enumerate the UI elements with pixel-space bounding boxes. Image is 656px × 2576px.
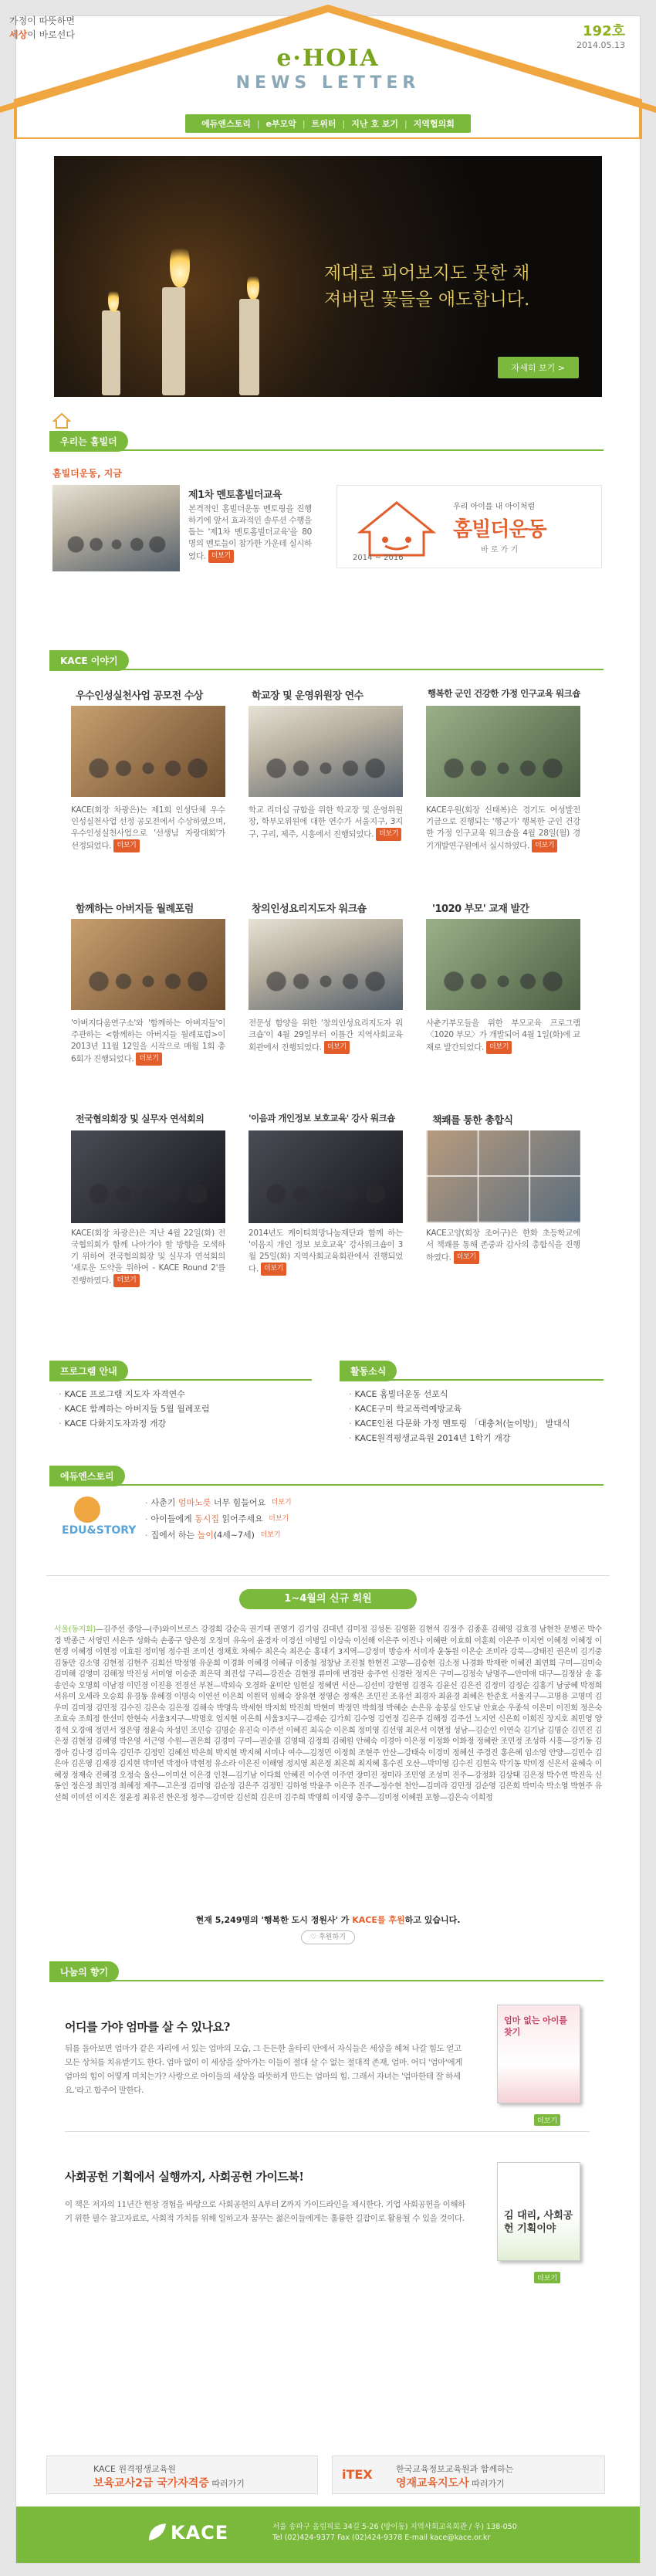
hero-banner[interactable] [54,156,602,397]
card-more[interactable]: 더보기 [113,839,139,852]
home-builder-years: 2014 ~ 2016 [353,554,404,562]
member-count-text: 현재 5,249명의 '행복한 도시 정원사' 가 KACE를 후원하고 있습니다. [195,1915,461,1925]
footer-logo[interactable]: KACE [171,2522,229,2544]
card-photo [426,1130,580,1223]
card-text: KACE(회장 차광은)는 제1회 인성단체 우수인성실천사업 선정 공모전에서 수상하였으며, 우수인성실천사업으로 '선생님 자랑대회'가 선정되었다. 더보기 [71,805,225,852]
header-slogan: 가정이 따뜻하면 세상이 바로선다 [9,15,75,40]
new-members-list: 서울(동지회)—김주선 중앙—(주)와이브로스 강경희 강순옥 권기태 권영기 김기임 김대년 김미정 김성돈 김영환 김현석 김정주 김종훈 김해영 김효경 남현찬 문병곤 박수경 박종근 서영민 서은주 성화숙 손종구 양은정 오정미 유옥이 윤경자 이경선 이병일 이상숙 이선해 이은주 이진나 이혜란 이효희 이훈희 이은주 이지연 이혜정 이혜정 이현경 이혜정 이현정 이효원 정미영 정수원 조미선 정채호 차혜수 최은숙 최은순 홍대기 3지역—강정미 방승자 서미자 윤동원 이은순 조미라 강북—강태진 권은미 김기중 김동만 김소영 김현정 김현주 김희선 박정영 유운희 이경화 이혜경 이혜규 이종철 정창남 조진철 한현진 고양—김승현 김소정 나경화 박재란 이혜진 최연희 구미—김미숙 김미해 김영미 김해정 박진성 서미영 이승준 최은덕 최진섭 구리—강진순 김현정 류미애 변경란 송주연 신경란 정지은 구미—김정숙 남명주—안미애 대구—김정삼 송 홍 송인숙 오명희 이남경 이민경 이진용 전경선 부천—박외숙 오경화 윤미란 임현실 정혜연 서산—김선미 강현영 김경옥 김윤신 김은진 김정미 김정순 김홍기 남궁혜 박정희 서유미 오세라 오승희 유경동 유혜경 이명숙 이연선 이은희 이원덕 임해숙 장유현 정영순 정재은 조민진 조유선 최경자 최윤경 최혜은 한준호 서울지구—고명용 고명미 김우미 김미정 김민정 김수진 김은숙 김은정 김해숙 박명옥 박세현 박지희 박진희 박현미 박정민 박희정 박혜순 손은유 송봉실 안도남 안효순 우종석 이은미 이진희 정은숙 조효숙 조희정 한선미 한현숙 서울3지구—박명호 엄지현 이은희 서울3지구—김재순 김가희 김수영 김연정 김은주 김해정 김주선 노지연 신은희 이희진 장지호 최민영 양경석 오경애 정민서 정은영 정윤숙 차성민 조민승 김명순 유진숙 이주선 이혜진 최옥순 이은희 정미영 김선영 최은서 이현정 성남—김순인 이연숙 김기남 김명순 김민진 김은정 김현정 김혜영 박은영 서근영 수원—권은희 김경미 구미—권순필 김영태 김정희 김혜원 안혜숙 이경아 이은정 이정화 이화정 정혜란 조민정 조성하 시흥—강기동 김경아 김나경 김미옥 김민주 김정민 김혜선 박은희 박지현 박지혜 서미나 여수—김정민 이정희 조현주 안산—강태숙 이경미 정혜선 주경진 홍은혜 임소영 안양—김민수 김은아 김은영 김재경 김지현 박미연 박정아 박현정 유소라 이은진 이해영 정지영 최은정 최은희 최지혜 홍수진 오산—박미영 김수진 김현옥 박기동 박미정 신은서 윤혜숙 이혜정 정재숙 진혜경 오정숙 울산—이미선 이은경 인천—김기남 이다희 안혜진 이수연 이주연 장미진 정미라 조민영 조성미 진주—강정화 김상태 김은정 박수연 박진옥 신동인 정은정 최민경 최혜정 제주—고은정 김미영 김순정 김은주 김정민 김하영 박윤주 이은주 진주—정수현 천안—김미라 김민정 김순영 김은희 박미숙 박소영 박현주 유선희 이미선 이지은 정윤정 최유진 한은정 청주—강미란 김선희 김은미 김주희 박명희 이지영 충주—김미정 이혜원 포항—김은숙 이희정 [54,1625,602,1802]
home-builder-title: 제1차 멘토홈빌더교육 [188,490,282,501]
donate-button[interactable]: ♡ 후원하기 [301,1930,355,1944]
gifted-edu-banner[interactable] [332,2456,605,2494]
newsletter-logo[interactable] [0,45,656,93]
card-more[interactable]: 더보기 [486,1041,512,1054]
essay-title[interactable]: 어디를 가야 엄마를 살 수 있나요? [65,2020,230,2034]
card-photo [426,919,580,1010]
section-divider [49,449,604,451]
flame-icon [108,287,119,312]
footer [16,2507,640,2563]
home-builder-text: 본격적인 홈빌더운동 멘토링을 진행하기에 앞서 효과적인 솔루션 수행을 돕는 '제1차 멘토홈빌더교육'을 80명의 멘토들이 참가한 가운데 실시하였다. 더보기 [188,503,312,563]
section-share: 나눔의 향기 [49,1961,119,1982]
card-more[interactable]: 더보기 [324,1041,350,1054]
card-text: 2014년도 케이티희망나눔재단과 함께 하는 '이음지 개인 정보 보호교육' 강사워크숍이 3월 25일(화) 지역사회교육회관에서 진행되었다. 더보기 [249,1228,403,1276]
card-text: '아버지다움연구소'와 '함께하는 아버지들'이 주관하는 <함께하는 아버지들 월례포럼>이 2013년 11월 12일을 시작으로 매월 1회 총 6회가 진행되었다. 더보기 [71,1018,225,1066]
home-builder-banner-title: 홈빌더운동 [453,518,546,541]
card-photo [249,706,403,797]
card-title[interactable]: 전국협의회장 및 실무자 연석회의 [76,1113,205,1124]
section-divider [49,1484,604,1486]
banner-caption: KACE 원격평생교육원 [93,2464,176,2474]
home-builder-banner-link[interactable]: 바 로 가 기 [481,546,519,554]
nav-twitter[interactable]: 트위터 [311,119,336,129]
program-item[interactable]: · KACE 프로그램 지도자 자격연수 [59,1389,185,1399]
card-more[interactable]: 더보기 [532,839,557,852]
essay-text: 이 책은 저자의 11년간 현장 경험을 바탕으로 사회공헌의 A부터 Z까지 가이드라인을 제시한다. 기업 사회공헌을 이해하기 위한 필수 참고자료로, 사회적 가치를 위해 일하고자 꿈꾸는 젊은이들에게는 훌륭한 길잡이로 활용될 수 있을 것이다. [65,2200,465,2223]
program-list [59,1387,210,1431]
mentor-education-photo [52,485,180,571]
card-title[interactable]: 함께하는 아버지들 월례포럼 [76,903,194,915]
card-more[interactable]: 더보기 [454,1251,479,1264]
card-title[interactable]: 우수인성실천사업 공모전 수상 [76,690,203,702]
candle-image [239,299,259,395]
childcare-cert-banner[interactable] [46,2456,318,2494]
book-cover[interactable] [497,2005,580,2103]
home-builder-more[interactable]: 더보기 [208,550,234,563]
card-title[interactable]: '이음과 개인정보 보호교육' 강사 워크숍 [249,1113,395,1124]
house-icon [52,412,71,429]
footer-address: 서울 송파구 올림픽로 34길 5-26 (방이동) 지역사회교육회관 / 우) 138-050 Tel (02)424-9377 Fax (02)424-9378 E-mail kace@kace.or.kr [272,2523,517,2542]
activity-item[interactable]: · KACE인천 다문화 가정 멘토링 「대충처(놀이방)」 발대식 [349,1418,570,1429]
itex-logo: iTEX [342,2467,373,2482]
kace-logo: e·HOIA [276,45,380,72]
program-item[interactable]: · KACE 함께하는 아버지들 5월 월례포럼 [59,1404,210,1414]
flame-icon [170,241,190,287]
section-kace-story: KACE 이야기 [49,650,129,671]
section-divider [49,1980,604,1981]
edu-story-item[interactable]: · 사춘기 엄마노릇 너무 힘들어요 더보기 [145,1497,292,1508]
home-builder-banner[interactable] [336,485,602,568]
candle-image [102,310,120,395]
nav-edu-story[interactable]: 에듀앤스토리 [201,119,251,129]
card-text: KACE우원(회장 신태복)은 경기도 여성발전기금으로 진행되는 '행군가' 행복한 군인 건강한 가정 인구교육 워크숍을 4월 28일(월) 경기개발연구원에서 실시하였다. 더보기 [426,805,580,852]
kace-leaf-icon [146,2520,169,2544]
essay-title[interactable]: 사회공헌 기획에서 실행까지, 사회공헌 가이드북! [65,2170,304,2184]
essay-more[interactable]: 더보기 [534,2272,560,2283]
card-photo [71,919,225,1010]
essay-more[interactable]: 더보기 [534,2114,560,2126]
section-divider [340,1379,604,1381]
top-navigation: 에듀앤스토리 | e부모악 | 트위터 | 지난 호 보기 | 지역협의회 [185,114,471,133]
issue-number: 192호 [583,23,625,39]
candle-image [162,287,185,395]
section-divider [49,1379,312,1381]
newsletter-title: NEWS LETTER [235,73,421,93]
new-members-title: 1~4월의 신규 회원 [239,1589,417,1609]
edu-story-item[interactable]: · 아이들에게 동시집 읽어주세요 더보기 [145,1513,289,1524]
section-divider [49,669,604,670]
activity-item[interactable]: · KACE 홈빌더운동 선포식 [349,1389,448,1399]
issue-date: 2014.05.13 [577,40,625,50]
sun-icon [74,1496,100,1523]
card-text: KACE(회장 차광은)은 지난 4월 22일(화) 전국협의회가 함께 나아가야 할 방향을 모색하기 위하여 전국협의회장 및 실무자 연석회의 '새로운 도약을 위하여 - KACE Round 2'를 진행하였다. 더보기 [71,1228,225,1287]
edu-story-list [145,1495,295,1544]
edu-story-item[interactable]: · 집에서 하는 놀이(4세~7세) 더보기 [145,1530,281,1541]
book-title: 김 대리, 사회공헌 기획이야 [504,2210,573,2235]
edu-story-logo-text: EDU&STORY [62,1524,137,1537]
section-activity: 활동소식 [340,1361,397,1381]
card-more[interactable]: 더보기 [136,1052,161,1066]
hero-message: 제대로 피어보지도 못한 채 져버린 꽃들을 애도합니다. [324,263,530,310]
card-photo [249,1130,403,1223]
banner-title: 영재교육지도사 따러가기 [396,2477,505,2490]
book-cover[interactable] [497,2162,580,2261]
card-more[interactable]: 더보기 [261,1263,286,1276]
edu-story-logo[interactable] [56,1496,137,1543]
book-title: 엄마 없는 아이를 찾기 [504,2015,568,2037]
nav-e-parent[interactable]: e부모악 [265,119,296,129]
card-title[interactable]: 학교장 및 운영위원장 연수 [252,690,364,702]
program-item[interactable]: · KACE 다화지도자과정 개강 [59,1418,167,1429]
card-photo [426,706,580,797]
banner-caption: 한국교육정보교육원과 함께하는 [396,2464,514,2474]
section-edu-story: 에듀엔스토리 [49,1466,125,1486]
essay-text: 뒤를 돌아보면 엄마가 같은 자리에 서 있는 엄마의 모습, 그 든든한 울타리 안에서 자식들은 세상을 헤쳐 나갈 힘도 얻고 모든 상처를 치유받기도 한다. 엄마 없이 이 세상을 살아가는 이들이 절대 살 수 없는 절대적 존재, 엄마. 어디 '엄마'에게 엄마의 힘이 어떻게 미치는가? 사랑으로 아이들의 세상을 따뜻하게 만드는 엄마의 힘. 그래서 자녀는 '엄마한테 잘 하세요.'라고 합주어 말한다. [65,2044,462,2095]
card-photo [71,706,225,797]
card-text: 학교 리더십 규합을 위한 학교장 및 운영위원장, 학부모위원에 대한 연수가 서울지구, 3지구, 구리, 제주, 시흥에서 진행되었다. 더보기 [249,805,403,841]
nav-past-issues[interactable]: 지난 호 보기 [351,119,399,129]
section-home-builder: 우리는 홈빌더 [49,431,128,452]
section-program: 프로그램 안내 [49,1361,128,1381]
home-builder-banner-slogan: 우리 아이를 내 아이처럼 [453,503,536,511]
card-text: KACE고양(회장 조여구)은 한화 초등학교에서 책쾌를 통해 존중과 감사의 총합식을 진행하였다. 더보기 [426,1228,580,1264]
hero-detail-button[interactable]: 자세히 보기 > [498,357,579,378]
card-photo [71,1130,225,1223]
banner-title: 보육교사2급 국가자격증 따러가기 [93,2477,245,2490]
card-title[interactable]: 창의인성요리지도자 워크숍 [252,903,367,915]
section-divider [65,2131,590,2132]
card-more[interactable]: 더보기 [113,1274,139,1287]
card-text: 전문성 함양을 위한 '창의인성요리지도자 워크숍'이 4월 29일부터 이틀간 지역사회교육회관에서 진행되었다. 더보기 [249,1018,403,1054]
activity-item[interactable]: · KACE원격평생교육원 2014년 1학기 개강 [349,1433,511,1443]
activity-item[interactable]: · KACE구미 학교폭력예방교육 [349,1404,462,1414]
card-title[interactable]: 행복한 군인 건강한 가정 인구교육 워크숍 [428,688,580,699]
card-text: 사춘기부모들을 위한 부모교육 프로그램 〈1020 부모〉가 개발되어 4월 1일(화)에 교재로 발간되었다. 더보기 [426,1018,580,1054]
nav-regional[interactable]: 지역협의회 [413,119,455,129]
card-title[interactable]: 책쾌를 통한 총합식 [432,1115,513,1127]
card-title[interactable]: '1020 부모' 교재 발간 [432,903,529,915]
home-builder-house-icon [354,497,439,558]
activity-list [349,1387,570,1446]
home-builder-subtitle: 홈빌더운동, 지금 [52,468,122,479]
flame-icon [247,272,259,300]
card-photo [249,919,403,1010]
card-more[interactable]: 더보기 [376,828,401,841]
section-divider [46,1575,610,1576]
